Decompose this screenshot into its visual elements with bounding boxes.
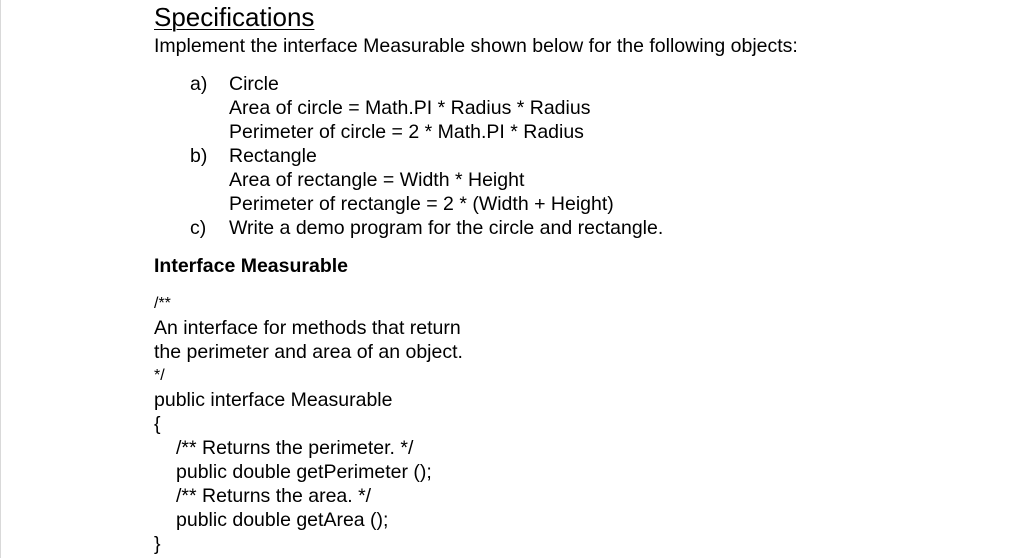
circle-perimeter-formula: Perimeter of circle = 2 * Math.PI * Radius [229,121,584,143]
comment-open: /** [154,295,171,312]
brace-close: } [154,533,161,555]
comment-line: An interface for methods that return [154,317,461,339]
area-doc-comment: /** Returns the area. */ [176,485,372,507]
list-item-title: Write a demo program for the circle and rectangle. [229,217,664,239]
circle-area-formula: Area of circle = Math.PI * Radius * Radius [229,97,591,119]
comment-line: the perimeter and area of an object. [154,341,463,363]
comment-close: */ [154,367,165,384]
interface-heading: Interface Measurable [154,255,349,277]
page-title: Specifications [154,2,315,32]
list-item-title: Rectangle [229,145,317,167]
perimeter-method: public double getPerimeter (); [176,461,432,483]
area-method: public double getArea (); [176,509,389,531]
list-item-title: Circle [229,73,279,95]
perimeter-doc-comment: /** Returns the perimeter. */ [176,437,414,459]
intro-text: Implement the interface Measurable shown below for the following objects: [154,35,798,57]
brace-open: { [154,413,161,435]
list-marker: b) [190,145,208,167]
rectangle-area-formula: Area of rectangle = Width * Height [229,169,525,191]
interface-declaration: public interface Measurable [154,389,393,411]
list-marker: c) [190,217,207,239]
rectangle-perimeter-formula: Perimeter of rectangle = 2 * (Width + Height) [229,193,614,215]
list-marker: a) [190,73,208,95]
